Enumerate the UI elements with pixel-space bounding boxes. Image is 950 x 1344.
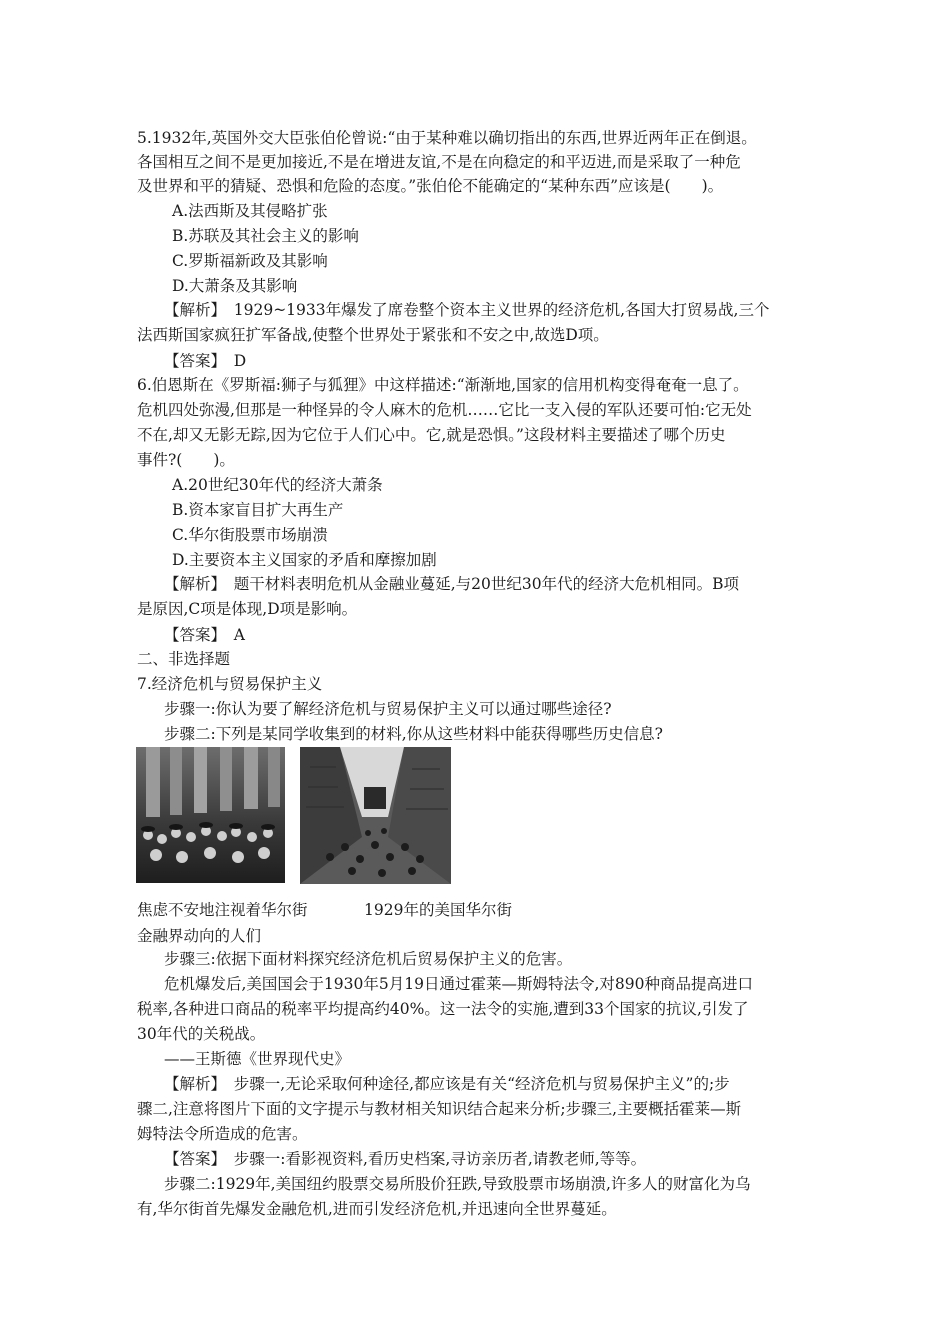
q6-option-d: D.主要资本主义国家的矛盾和摩擦加剧 [172,551,437,569]
q5-analysis-line-2: 法西斯国家疯狂扩军备战,使整个世界处于紧张和不安之中,故选D项。 [137,326,609,344]
wall-street-photo [300,747,451,884]
photo-1-caption-line-1: 焦虑不安地注视着华尔街 [137,901,308,919]
q6-stem-line-4: 事件?( )。 [137,451,235,469]
q6-stem-line-1: 6.伯恩斯在《罗斯福:狮子与狐狸》中这样描述:“渐渐地,国家的信用机构变得奄奄一息了。 [137,376,749,394]
q7-step1: 步骤一:你认为要了解经济危机与贸易保护主义可以通过哪些途径? [164,700,612,718]
q5-option-a: A.法西斯及其侵略扩张 [172,202,328,220]
q6-answer: 【答案】 A [164,626,245,644]
q7-title: 7.经济危机与贸易保护主义 [137,675,323,693]
q5-option-d: D.大萧条及其影响 [172,277,298,295]
section-heading: 二、非选择题 [137,650,231,668]
q5-answer: 【答案】 D [164,352,247,370]
q7-answer-line-3: 有,华尔街首先爆发金融危机,进而引发经济危机,并迅速向全世界蔓延。 [137,1200,617,1218]
crowd-photo [136,747,285,883]
q7-analysis-line-2: 骤二,注意将图片下面的文字提示与教材相关知识结合起来分析;步骤三,主要概括霍莱—斯 [137,1100,742,1118]
q5-analysis-line-1: 【解析】 1929~1933年爆发了席卷整个资本主义世界的经济危机,各国大打贸易战,三个 [164,301,770,319]
q6-option-a: A.20世纪30年代的经济大萧条 [172,476,383,494]
q5-stem-line-2: 各国相互之间不是更加接近,不是在增进友谊,不是在向稳定的和平迈进,而是采取了一种危 [137,153,741,171]
q7-material-line-1: 危机爆发后,美国国会于1930年5月19日通过霍莱—斯姆特法令,对890种商品提高进口 [164,975,753,993]
q6-analysis-line-2: 是原因,C项是体现,D项是影响。 [137,600,358,618]
q6-option-c: C.华尔街股票市场崩溃 [172,526,328,544]
q7-analysis-line-1: 【解析】 步骤一,无论采取何种途径,都应该是有关“经济危机与贸易保护主义”的;步 [164,1075,730,1093]
q5-option-b: B.苏联及其社会主义的影响 [172,227,359,245]
q6-analysis-line-1: 【解析】 题干材料表明危机从金融业蔓延,与20世纪30年代的经济大危机相同。B项 [164,575,740,593]
q7-answer-line-2: 步骤二:1929年,美国纽约股票交易所股价狂跌,导致股票市场崩溃,许多人的财富化为乌 [164,1175,751,1193]
photo-2-caption: 1929年的美国华尔街 [364,901,512,919]
q6-stem-line-2: 危机四处弥漫,但那是一种怪异的令人麻木的危机……它比一支入侵的军队还要可怕:它无处 [137,401,752,419]
q5-option-c: C.罗斯福新政及其影响 [172,252,328,270]
q7-analysis-line-3: 姆特法令所造成的危害。 [137,1125,308,1143]
q7-step2: 步骤二:下列是某同学收集到的材料,你从这些材料中能获得哪些历史信息? [164,725,663,743]
q5-stem-line-1: 5.1932年,英国外交大臣张伯伦曾说:“由于某种难以确切指出的东西,世界近两年正在倒退。 [137,129,757,147]
q7-material-line-2: 税率,各种进口商品的税率平均提高约40%。这一法令的实施,遭到33个国家的抗议,引发了 [137,1000,749,1018]
q5-stem-line-3: 及世界和平的猜疑、恐惧和危险的态度。”张伯伦不能确定的“某种东西”应该是( )。 [137,177,724,195]
photo-1-caption-line-2: 金融界动向的人们 [137,927,262,945]
q7-source: ——王斯德《世界现代史》 [164,1050,351,1068]
q7-step3: 步骤三:依据下面材料探究经济危机后贸易保护主义的危害。 [164,950,573,968]
q6-option-b: B.资本家盲目扩大再生产 [172,501,344,519]
q6-stem-line-3: 不在,却又无影无踪,因为它位于人们心中。它,就是恐惧。”这段材料主要描述了哪个历史 [137,426,726,444]
q7-material-line-3: 30年代的关税战。 [137,1025,266,1043]
q7-answer: 【答案】 步骤一:看影视资料,看历史档案,寻访亲历者,请教老师,等等。 [164,1150,647,1168]
